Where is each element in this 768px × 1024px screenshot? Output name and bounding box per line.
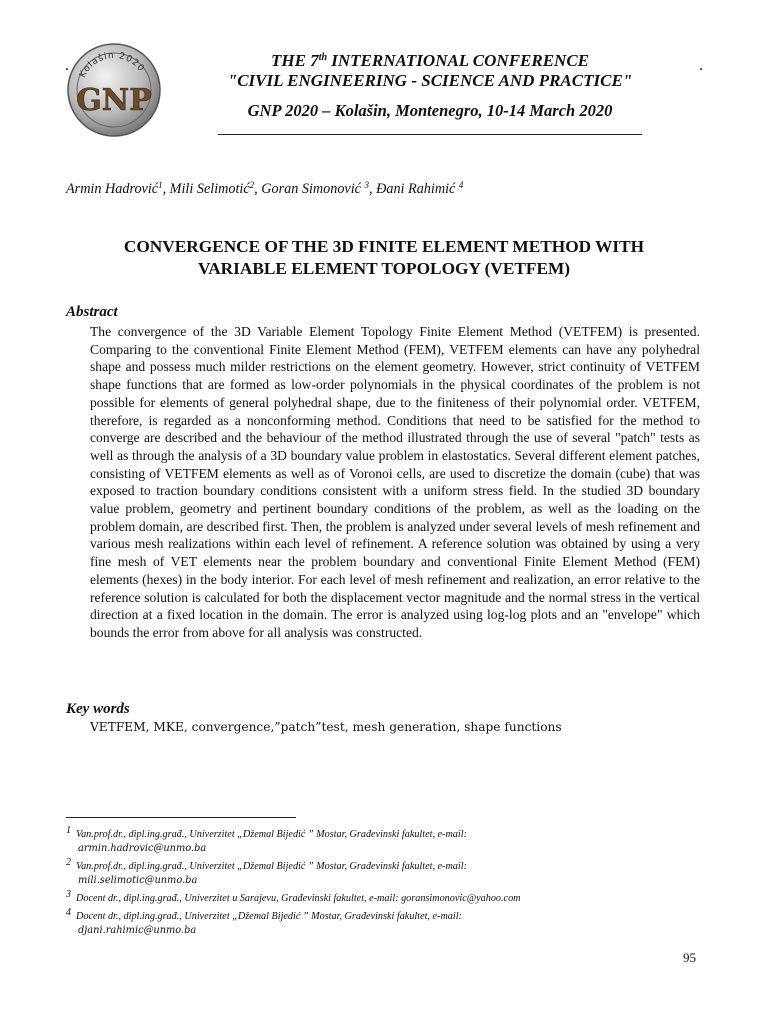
gnp-conference-logo (66, 42, 162, 138)
conference-subtitle: "CIVIL ENGINEERING - SCIENCE AND PRACTICE" (227, 71, 633, 90)
abstract-heading: Abstract (66, 304, 118, 320)
footnote: 3 Docent dr., dipl.ing.građ., Univerzitet u Sarajevu, Građevinski fakultet, e-mail: goransimonovic@yahoo.com (66, 889, 521, 904)
footnote: 2 Van.prof.dr., dipl.ing.građ., Univerzitet „Džemal Bijedić ” Mostar, Građevinski fakultet, e-mail: mili.selimotic@unmo.ba (66, 857, 467, 886)
svg-text:Kolašin 2020: Kolašin 2020 (77, 50, 147, 80)
author-name: Đani Rahimić (376, 181, 456, 197)
author-name: Mili Selimotić (169, 181, 250, 197)
author-name: Goran Simonović (261, 181, 361, 197)
decor-dot (700, 68, 702, 70)
paper-title: CONVERGENCE OF THE 3D FINITE ELEMENT METHOD WITH VARIABLE ELEMENT TOPOLOGY (VETFEM) (123, 237, 645, 278)
keywords-heading: Key words (66, 701, 130, 717)
footnote-rule (66, 817, 296, 818)
page-number: 95 (683, 950, 696, 965)
conference-venue: GNP 2020 – Kolašin, Montenegro, 10-14 March 2020 (247, 101, 613, 120)
author-list: Armin Hadrović$^1$, Mili Selimotić$^2$, Goran Simonović $^3$, Đani Rahimić $^4$ (66, 180, 464, 197)
keywords-text: VETFEM, MKE, convergence,”patch”test, mesh generation, shape functions (90, 720, 562, 734)
decor-dot (66, 68, 68, 70)
logo-text: GNP (76, 83, 152, 118)
footnote: 1 Van.prof.dr., dipl.ing.građ., Univerzitet „Džemal Bijedić ” Mostar, Građevinski fakultet, e-mail: armin.hadrovic@unmo.ba (66, 825, 467, 854)
footnote: 4 Docent dr., dipl.ing.građ., Univerzitet „Džemal Bijedić ” Mostar, Građevinski fakultet, e-mail: djani.rahimic@unmo.ba (66, 907, 462, 936)
header-rule (218, 134, 642, 135)
author-name: Armin Hadrović (66, 181, 159, 197)
conference-title: THE 7th INTERNATIONAL CONFERENCE (270, 51, 590, 70)
abstract-text: The convergence of the 3D Variable Element Topology Finite Element Method (VETFEM) is presented. Comparing to the conventional Finite Element Method (FEM), VETFEM elements can have any polyhedral shape and possess much milder restrictions on the element geometry. However, strict continuity of VETFEM shape functions that are formed as low-order polynomials in the physical coordinates of the problem is not possible for elements of general polyhedral shape, due to the finiteness of their polynomial order. VETFEM, therefore, is regarded as a nonconforming method. Conditions that need to be satisfied for the method to converge are described and the behaviour of the method illustrated through the use of several "patch" tests as well as through the analysis of a 3D boundary value problem in elastostatics. Several different element patches, consisting of VETFEM elements as well as of Voronoi cells, are used to discretize the domain (cube) that was exposed to traction boundary conditions consistent with a uniform stress field. In the studied 3D boundary value problem, geometry and pertinent boundary conditions of the problem, as well as the loading on the problem domain, are described first. Then, the problem is analyzed under several levels of mesh refinement and various mesh realizations within each level of refinement. A reference solution was obtained by using a very fine mesh of VET elements near the problem boundary and conventional Finite Element Method (FEM) elements (hexes) in the body interior. For each level of mesh refinement and realization, an error relative to the reference solution is calculated for both the displacement vector magnitude and the normal stress in the vertical direction at a fixed location in the domain. The error is analyzed using log-log plots and an "envelope" which bounds the error from above for all analysis was constructed. (90, 324, 700, 640)
